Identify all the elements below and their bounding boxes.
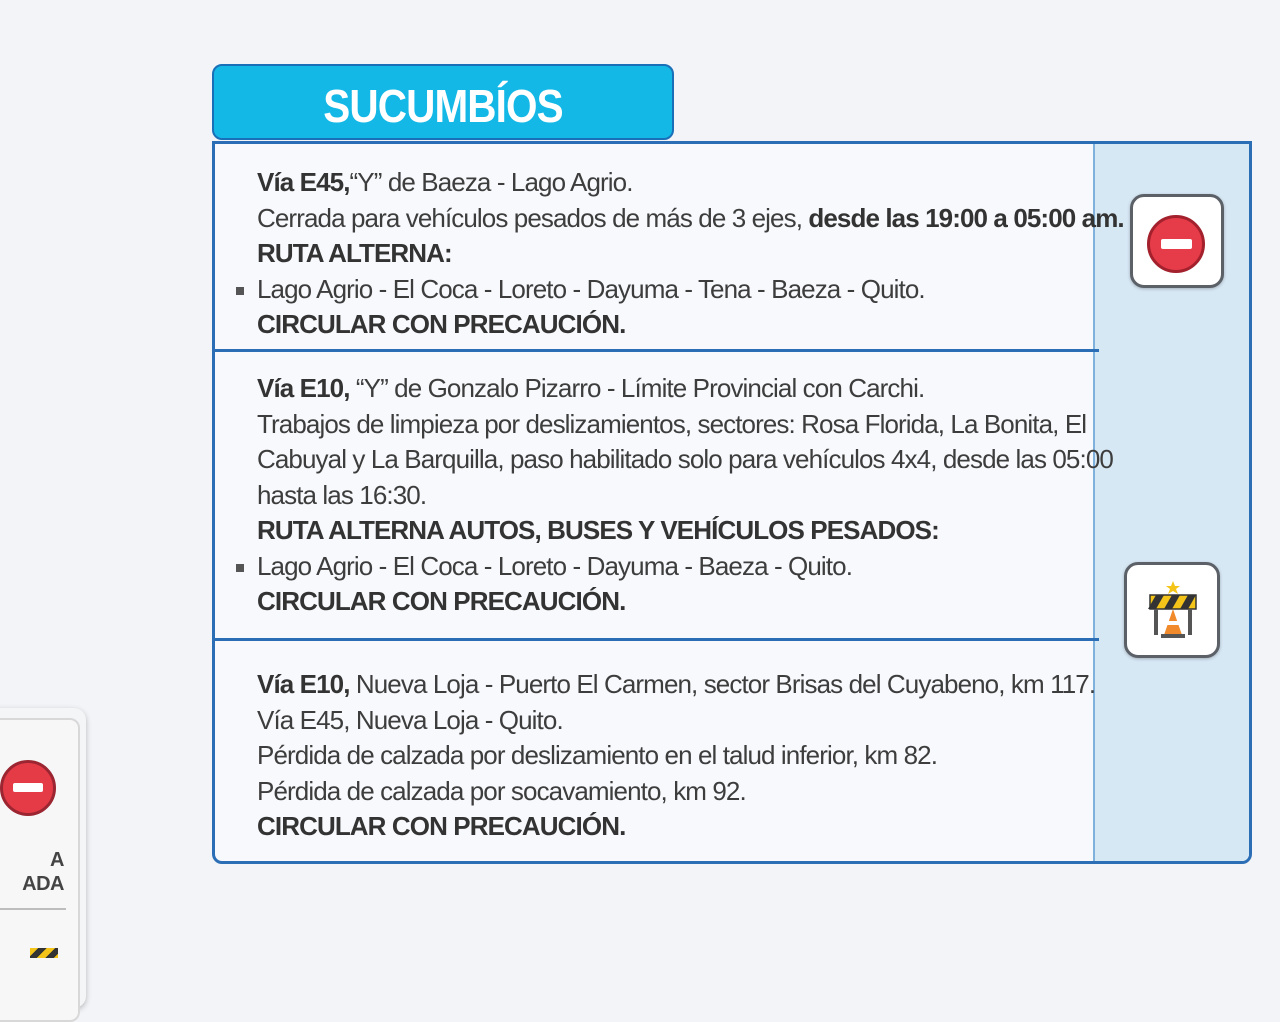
status-text: Cerrada para vehículos pesados de más de 3 ejes, <box>257 202 803 233</box>
route-code: Vía E10, <box>257 373 350 403</box>
route-description: “Y” de Gonzalo Pizarro - Límite Provincial con Carchi. <box>355 373 925 403</box>
caution-text: CIRCULAR CON PRECAUCIÓN. <box>257 811 626 841</box>
road-entry-row-1 <box>257 165 1124 343</box>
road-closed-badge <box>1130 194 1224 288</box>
alternate-route-heading: RUTA ALTERNA: <box>257 238 452 268</box>
status-text: Pérdida de calzada por deslizamiento en el talud inferior, km 82. <box>257 740 938 770</box>
route-code: Vía E10, <box>257 669 350 699</box>
legend-label <box>0 848 64 896</box>
caution-text: CIRCULAR CON PRECAUCIÓN. <box>257 586 626 616</box>
row-divider <box>215 349 1099 352</box>
alternate-route-heading: RUTA ALTERNA AUTOS, BUSES Y VEHÍCULOS PESADOS: <box>257 515 939 545</box>
alternate-route-item <box>257 272 1117 308</box>
no-entry-bar <box>1161 239 1192 249</box>
route-line <box>257 371 1117 407</box>
row-divider <box>215 638 1099 641</box>
no-entry-icon <box>1147 215 1205 273</box>
status-text: Trabajos de limpieza por deslizamientos, sectores: Rosa Florida, La Bonita, El Cabuyal y La Barquilla, paso habilitado solo para vehículos 4x4, desde las 05:00 hasta las 16:30. <box>257 408 1113 510</box>
no-entry-icon <box>0 760 56 816</box>
roadwork-badge <box>1124 562 1220 658</box>
caution-text: CIRCULAR CON PRECAUCIÓN. <box>257 309 626 339</box>
road-status-table <box>212 141 1252 864</box>
legend-card <box>0 718 80 1022</box>
route-code: Vía E45, <box>257 167 350 197</box>
bullet-icon <box>236 287 244 295</box>
route-line <box>257 165 1117 201</box>
roadwork-barrier-icon <box>1146 579 1200 641</box>
roadwork-barrier-icon <box>30 948 58 958</box>
route-line <box>257 667 1117 703</box>
bullet-icon <box>236 564 244 572</box>
province-header-tab <box>212 64 674 140</box>
status-line <box>257 407 1117 514</box>
alternate-route-text: Lago Agrio - El Coca - Loreto - Dayuma - Tena - Baeza - Quito. <box>257 273 925 304</box>
legend-label-line1: A <box>50 849 64 871</box>
schedule-text: desde las 19:00 a 05:00 am. <box>808 202 1124 233</box>
status-line <box>257 201 1124 237</box>
alternate-route-text: Lago Agrio - El Coca - Loreto - Dayuma - Baeza - Quito. <box>257 550 853 581</box>
status-text: Pérdida de calzada por socavamiento, km 92. <box>257 775 746 806</box>
alternate-route-item <box>257 549 1117 585</box>
legend-label-line2: ADA <box>22 873 64 895</box>
route-line-2: Vía E45, Nueva Loja - Quito. <box>257 704 563 735</box>
route-description: “Y” de Baeza - Lago Agrio. <box>349 167 633 197</box>
road-entry-row-3 <box>257 667 1117 845</box>
road-entry-row-2 <box>257 371 1117 620</box>
legend-divider <box>0 908 66 910</box>
province-title: SUCUMBÍOS <box>323 80 563 132</box>
legend-panel <box>0 708 86 1008</box>
route-description: Nueva Loja - Puerto El Carmen, sector Brisas del Cuyabeno, km 117. <box>355 669 1096 699</box>
